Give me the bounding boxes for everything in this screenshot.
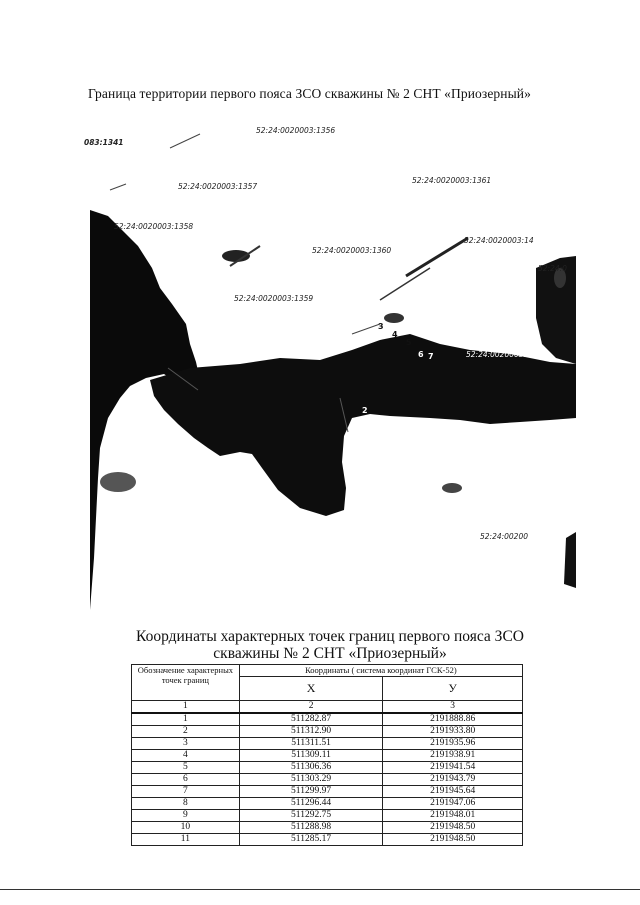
parcel-label: 52:24:0020003:1357	[178, 182, 258, 191]
x-cell: 511303.29	[239, 774, 383, 786]
y-cell: 2191948.01	[383, 810, 523, 822]
parcel-label: 52:24:0020003:184	[466, 350, 541, 359]
header-y: У	[383, 677, 523, 701]
y-cell: 2191943.79	[383, 774, 523, 786]
table-row	[132, 726, 523, 738]
parcel-label: 52:24:0020003:1359	[234, 294, 314, 303]
y-cell: 2191948.50	[383, 822, 523, 834]
table-title-line1: Координаты характерных точек границ первого пояса ЗСО	[136, 628, 524, 645]
parcel-label: 52:24:0	[538, 264, 567, 273]
y-cell: 2191945.64	[383, 786, 523, 798]
x-cell: 511311.51	[239, 738, 383, 750]
table-row	[132, 713, 523, 726]
point-cell: 7	[132, 786, 240, 798]
table-row	[132, 786, 523, 798]
x-cell: 511306.36	[239, 762, 383, 774]
parcel-label: 52:24:00200	[480, 532, 528, 541]
x-cell: 511282.87	[239, 713, 383, 726]
parcel-label: 52:24:0020003:1360	[312, 246, 392, 255]
header-point-designation: Обозначение характерных точек границ	[132, 665, 240, 701]
parcel-label: 52:24:0020003:1356	[256, 126, 336, 135]
y-cell: 2191948.50	[383, 834, 523, 846]
boundary-point-mark: 4	[392, 330, 398, 339]
x-cell: 511299.97	[239, 786, 383, 798]
point-cell: 1	[132, 713, 240, 726]
parcel-label: 52:24:0020003:14	[464, 236, 534, 245]
table-title-line2: скважины № 2 СНТ «Приозерный»	[213, 645, 447, 662]
boundary-point-mark: 2	[362, 406, 368, 415]
parcel-label: 083:1341	[84, 138, 124, 147]
table-row	[132, 798, 523, 810]
y-cell: 2191938.91	[383, 750, 523, 762]
header-x: X	[239, 677, 383, 701]
y-cell: 2191941.54	[383, 762, 523, 774]
parcel-label: 52:24:0020003:1358	[114, 222, 194, 231]
cadastral-map-image	[84, 118, 576, 610]
index-cell: 3	[383, 701, 523, 714]
x-cell: 511288.98	[239, 822, 383, 834]
table-row	[132, 750, 523, 762]
boundary-point-mark: 5	[406, 338, 412, 347]
boundary-point-mark: 7	[428, 352, 434, 361]
document-title: Граница территории первого пояса ЗСО скважины № 2 СНТ «Приозерный»	[88, 86, 531, 101]
page-bottom-rule	[0, 889, 640, 890]
table-row	[132, 738, 523, 750]
boundary-point-mark: 3	[378, 322, 384, 331]
y-cell: 2191888.86	[383, 713, 523, 726]
index-cell: 2	[239, 701, 383, 714]
x-cell: 511312.90	[239, 726, 383, 738]
x-cell: 511285.17	[239, 834, 383, 846]
table-row	[132, 774, 523, 786]
point-cell: 4	[132, 750, 240, 762]
point-cell: 3	[132, 738, 240, 750]
point-cell: 8	[132, 798, 240, 810]
table-title	[90, 628, 570, 662]
header-coordinates: Координаты ( система координат ГСК-52)	[239, 665, 522, 677]
point-cell: 9	[132, 810, 240, 822]
point-cell: 6	[132, 774, 240, 786]
y-cell: 2191947.06	[383, 798, 523, 810]
boundary-point-mark: 6	[418, 350, 424, 359]
parcel-label: 52:24:0020003:1361	[412, 176, 492, 185]
point-cell: 10	[132, 822, 240, 834]
x-cell: 511296.44	[239, 798, 383, 810]
table-row	[132, 762, 523, 774]
index-cell: 1	[132, 701, 240, 714]
coordinates-table	[131, 664, 523, 846]
table-row	[132, 810, 523, 822]
table-row	[132, 834, 523, 846]
table-row	[132, 822, 523, 834]
point-cell: 2	[132, 726, 240, 738]
x-cell: 511292.75	[239, 810, 383, 822]
y-cell: 2191935.96	[383, 738, 523, 750]
point-cell: 11	[132, 834, 240, 846]
x-cell: 511309.11	[239, 750, 383, 762]
y-cell: 2191933.80	[383, 726, 523, 738]
point-cell: 5	[132, 762, 240, 774]
